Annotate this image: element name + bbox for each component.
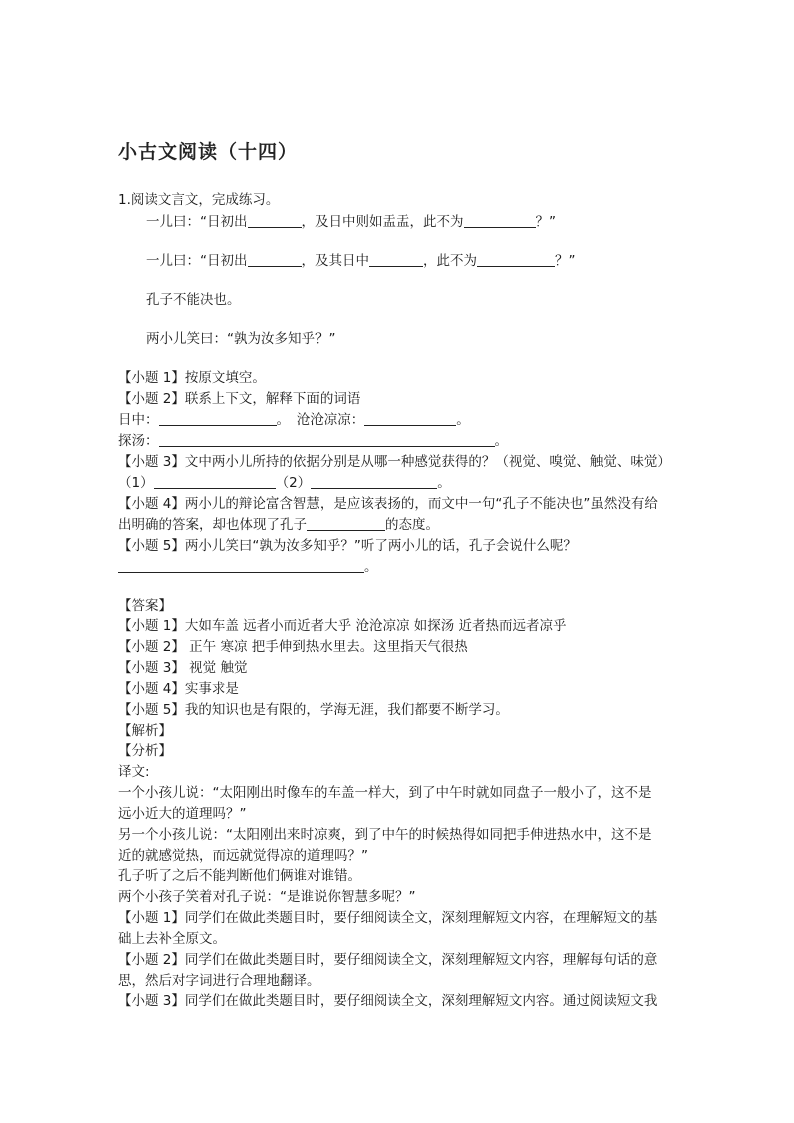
answer-4: 【小题 4】实事求是 — [118, 681, 239, 697]
sub-question-5-blank: 。 — [118, 557, 378, 577]
fill-blank[interactable] — [154, 474, 276, 489]
analysis-line: 础上去补全原文。 — [118, 931, 226, 947]
page-title: 小古文阅读（十四） — [118, 141, 299, 163]
sub-question-4-blank: 出明确的答案，却也体现了孔子 的态度。 — [118, 517, 439, 533]
sub-question-2-blank-2: 探汤： 。 — [118, 433, 508, 449]
answer-5: 【小题 5】我的知识也是有限的，学海无涯，我们都要不断学习。 — [118, 702, 509, 718]
passage-line-3: 孔子不能决也。 — [146, 292, 241, 308]
fill-blank[interactable] — [364, 411, 456, 426]
fill-blank[interactable] — [369, 252, 423, 267]
translation-line: 另一个小孩儿说：“太阳刚出来时凉爽，到了中午的时候热得如同把手伸进热水中，这不是 — [118, 827, 652, 843]
analysis-line: 思，然后对字词进行合理地翻译。 — [118, 973, 321, 989]
fill-blank[interactable] — [248, 213, 302, 228]
sub-question-4: 【小题 4】两小儿的辩论富含智慧，是应该表扬的，而文中一句“孔子不能决也”虽然没有给 — [118, 496, 658, 512]
sub-question-2-blanks: 日中： 。 沧沧凉凉： 。 — [118, 412, 470, 428]
question-number: 1 — [118, 192, 127, 208]
passage-line-4: 两小儿笑曰：“孰为汝多知乎？” — [146, 331, 336, 347]
translation-line: 远小近大的道理吗？” — [118, 806, 247, 822]
passage-line-1: 一儿曰：“日初出 ，及日中则如盂盂，此不为 ？” — [146, 214, 556, 230]
translation-label: 译文: — [118, 764, 150, 780]
fill-blank[interactable] — [477, 252, 555, 267]
question-prompt: 1.阅读文言文，完成练习。 — [118, 192, 280, 208]
answer-1: 【小题 1】大如车盖 远者小而近者大乎 沧沧凉凉 如探汤 近者热而远者凉乎 — [118, 618, 567, 634]
sub-question-3: 【小题 3】文中两小儿所持的依据分别是从哪一种感觉获得的？（视觉、嗅觉、触觉、味觉） — [118, 454, 671, 470]
sub-question-3-blanks: （1） （2） 。 — [118, 475, 451, 491]
answer-3: 【小题 3】 视觉 触觉 — [118, 660, 248, 676]
fill-blank[interactable] — [311, 474, 437, 489]
answer-2: 【小题 2】 正午 寒凉 把手伸到热水里去。这里指天气很热 — [118, 639, 468, 655]
analysis-subheading: 【分析】 — [118, 743, 172, 759]
passage-line-2: 一儿曰：“日初出 ，及其日中 ，此不为 ？” — [146, 253, 576, 269]
fill-blank[interactable] — [307, 516, 385, 531]
fill-blank[interactable] — [248, 252, 302, 267]
fill-blank[interactable] — [159, 411, 277, 426]
translation-line: 孔子听了之后不能判断他们俩谁对谁错。 — [118, 868, 361, 884]
answer-heading: 【答案】 — [118, 598, 172, 614]
fill-blank[interactable] — [118, 558, 364, 573]
analysis-line: 【小题 2】同学们在做此类题目时，要仔细阅读全文，深刻理解短文内容，理解每句话的意 — [118, 952, 658, 968]
sub-question-2: 【小题 2】联系上下文，解释下面的词语 — [118, 391, 361, 407]
fill-blank[interactable] — [159, 432, 495, 447]
translation-line: 一个小孩儿说：“太阳刚出时像车的车盖一样大，到了中午时就如同盘子一般小了，这不是 — [118, 785, 652, 801]
fill-blank[interactable] — [464, 213, 536, 228]
sub-question-5: 【小题 5】两小儿笑曰“孰为汝多知乎？”听了两小儿的话，孔子会说什么呢？ — [118, 538, 577, 554]
analysis-heading: 【解析】 — [118, 723, 172, 739]
analysis-line: 【小题 1】同学们在做此类题目时，要仔细阅读全文，深刻理解短文内容，在理解短文的基 — [118, 910, 658, 926]
analysis-line: 【小题 3】同学们在做此类题目时，要仔细阅读全文，深刻理解短文内容。通过阅读短文我 — [118, 993, 658, 1009]
translation-line: 近的就感觉热，而远就觉得凉的道理吗？” — [118, 848, 368, 864]
translation-line: 两个小孩子笑着对孔子说：“是谁说你智慧多呢？” — [118, 889, 416, 905]
sub-question-1: 【小题 1】按原文填空。 — [118, 370, 266, 386]
